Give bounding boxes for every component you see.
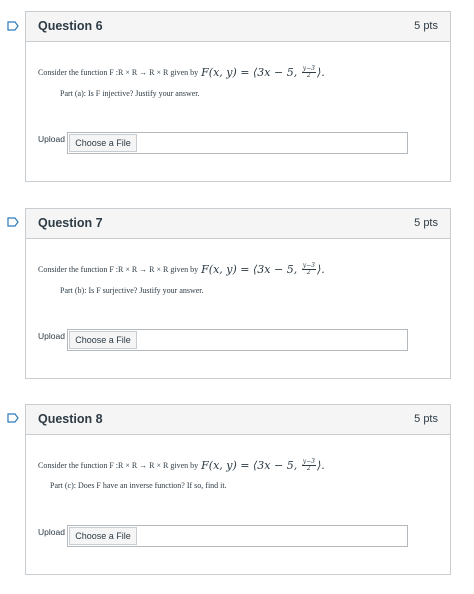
question-part: Part (b): Is F surjective? Justify your answer.	[60, 286, 204, 295]
function-formula: F(x, y) = ⟨3x − 5, $\frac{y-3}{2}$ ⟩.	[201, 458, 325, 472]
question-title: Question 7	[38, 216, 103, 230]
question-points: 5 pts	[414, 20, 438, 32]
function-formula: F(x, y) = ⟨3x − 5, $\frac{y-3}{2}$ ⟩.	[201, 65, 325, 79]
question-header	[26, 405, 450, 435]
question-card	[25, 404, 451, 575]
upload-label: Upload	[38, 527, 65, 537]
formula-fraction: $\frac{y-3}{2}$	[302, 458, 315, 472]
question-part: Part (a): Is F injective? Justify your answer.	[60, 89, 200, 98]
file-upload-field[interactable]	[67, 525, 408, 547]
question-prompt	[38, 459, 325, 472]
question-points: 5 pts	[414, 217, 438, 229]
prompt-text: Consider the function F :R × R → R × R given by	[38, 68, 199, 77]
upload-label: Upload	[38, 134, 65, 144]
function-formula: F(x, y) = ⟨3x − 5, $\frac{y-3}{2}$ ⟩.	[201, 262, 325, 276]
question-prompt	[38, 66, 325, 79]
choose-file-button[interactable]: Choose a File	[69, 331, 137, 349]
file-upload-field[interactable]	[67, 132, 408, 154]
bookmark-flag-icon[interactable]	[7, 217, 19, 227]
question-part: Part (c): Does F have an inverse function? If so, find it.	[50, 481, 227, 490]
formula-fraction: $\frac{y-3}{2}$	[302, 262, 315, 276]
question-prompt	[38, 263, 325, 276]
question-title: Question 6	[38, 19, 103, 33]
upload-label: Upload	[38, 331, 65, 341]
question-header	[26, 209, 450, 239]
bookmark-flag-icon[interactable]	[7, 21, 19, 31]
question-card	[25, 11, 451, 182]
question-points: 5 pts	[414, 413, 438, 425]
bookmark-flag-icon[interactable]	[7, 413, 19, 423]
question-header	[26, 12, 450, 42]
prompt-text: Consider the function F :R × R → R × R given by	[38, 461, 199, 470]
choose-file-button[interactable]: Choose a File	[69, 527, 137, 545]
question-card	[25, 208, 451, 379]
question-title: Question 8	[38, 412, 103, 426]
choose-file-button[interactable]: Choose a File	[69, 134, 137, 152]
prompt-text: Consider the function F :R × R → R × R given by	[38, 265, 199, 274]
formula-fraction: $\frac{y-3}{2}$	[302, 65, 315, 79]
file-upload-field[interactable]	[67, 329, 408, 351]
